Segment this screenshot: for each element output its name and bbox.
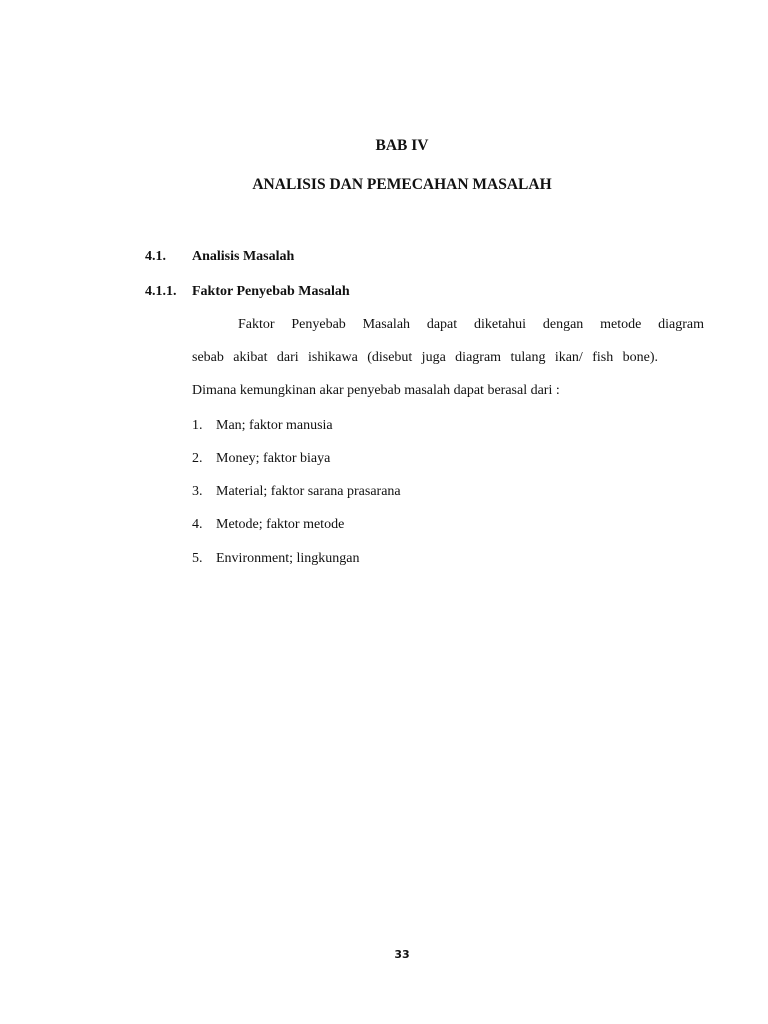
chapter-title: ANALISIS DAN PEMECAHAN MASALAH <box>252 176 552 193</box>
section-title: Analisis Masalah <box>192 249 295 264</box>
list-number: 5. <box>192 551 203 566</box>
section-number: 4.1. <box>145 249 166 264</box>
list-text: Environment; lingkungan <box>216 551 360 566</box>
list-text: Money; faktor biaya <box>216 451 331 466</box>
list-number: 3. <box>192 484 203 499</box>
paragraph-line-1: Faktor Penyebab Masalah dapat diketahui dengan metode diagram <box>238 317 704 332</box>
chapter-label: BAB IV <box>375 137 429 154</box>
list-text: Metode; faktor metode <box>216 517 345 532</box>
section-number: 4.1.1. <box>145 284 177 299</box>
list-number: 1. <box>192 418 203 433</box>
paragraph-line-3: Dimana kemungkinan akar penyebab masalah dapat berasal dari : <box>192 383 560 398</box>
list-number: 4. <box>192 517 203 532</box>
section-title: Faktor Penyebab Masalah <box>192 284 350 299</box>
list-text: Material; faktor sarana prasarana <box>216 484 401 499</box>
list-number: 2. <box>192 451 203 466</box>
page-number: 33 <box>394 948 410 961</box>
list-text: Man; faktor manusia <box>216 418 333 433</box>
paragraph-line-2: sebab akibat dari ishikawa (disebut juga diagram tulang ikan/ fish bone). <box>192 350 658 365</box>
